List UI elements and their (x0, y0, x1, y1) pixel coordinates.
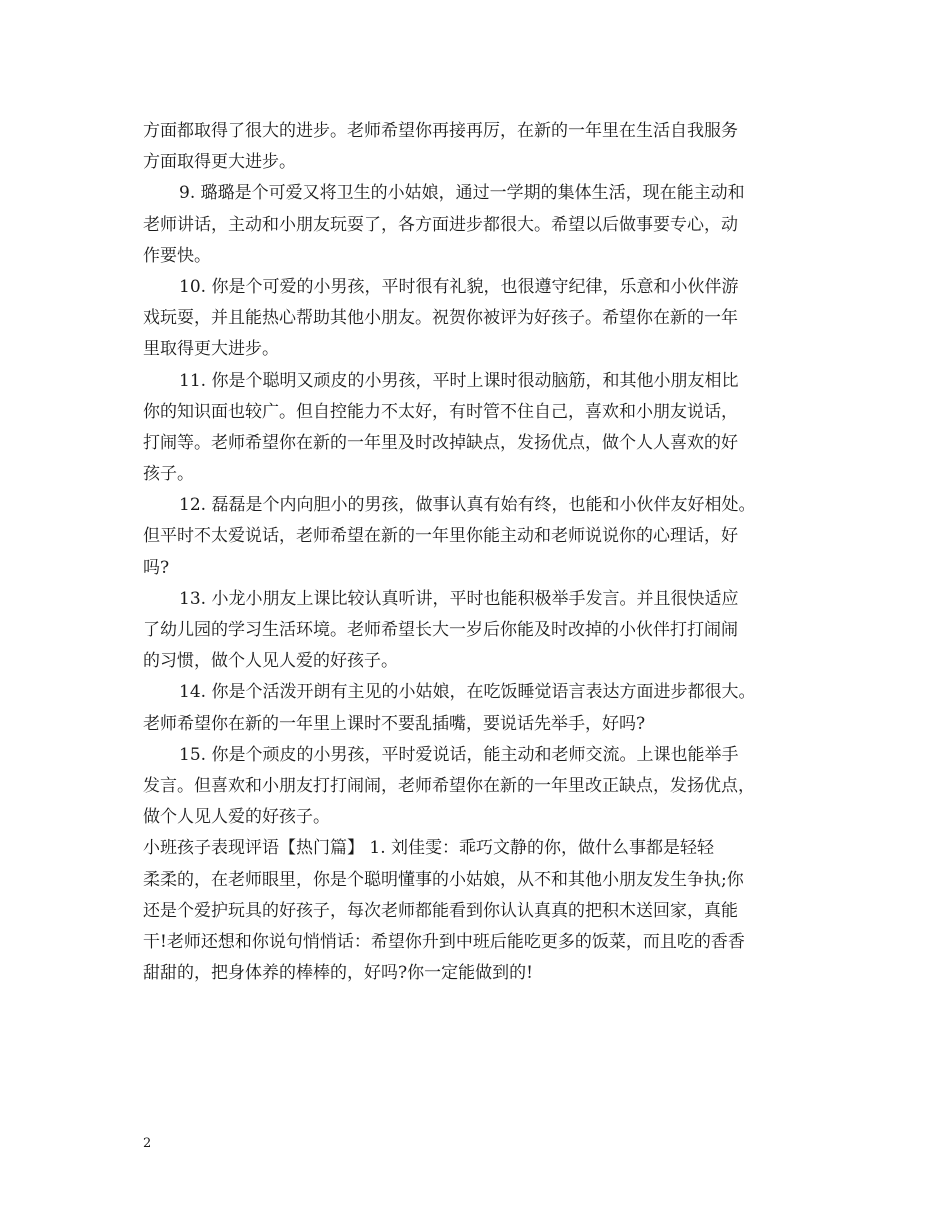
text-line: 13. 小龙小朋友上课比较认真听讲，平时也能积极举手发言。并且很快适应 (179, 588, 739, 609)
text-line: 吗? (143, 557, 170, 578)
text-line: 做个人见人爱的好孩子。 (143, 807, 330, 828)
text-line: 9. 璐璐是个可爱又将卫生的小姑娘，通过一学期的集体生活，现在能主动和 (179, 183, 745, 204)
text-line: 老师讲话，主动和小朋友玩耍了，各方面进步都很大。希望以后做事要专心，动 (143, 214, 738, 235)
text-line: 你的知识面也较广。但自控能力不太好，有时管不住自己，喜欢和小朋友说话， (143, 401, 738, 422)
text-line: 孩子。 (143, 464, 194, 485)
text-line: 10. 你是个可爱的小男孩，平时很有礼貌，也很遵守纪律，乐意和小伙伴游 (179, 276, 739, 297)
text-line: 11. 你是个聪明又顽皮的小男孩，平时上课时很动脑筋，和其他小朋友相比 (179, 370, 739, 391)
text-line: 作要快。 (143, 245, 211, 266)
page-number: 2 (143, 1136, 152, 1151)
text-line: 方面都取得了很大的进步。老师希望你再接再厉，在新的一年里在生活自我服务 (143, 121, 738, 141)
text-line: 14. 你是个活泼开朗有主见的小姑娘，在吃饭睡觉语言表达方面进步都很大。 (179, 682, 756, 703)
text-line: 柔柔的，在老师眼里，你是个聪明懂事的小姑娘，从不和其他小朋友发生争执;你 (143, 869, 744, 890)
text-line: 的习惯，做个人见人爱的好孩子。 (143, 651, 398, 672)
text-line: 12. 磊磊是个内向胆小的男孩，做事认真有始有终，也能和小伙伴友好相处。 (179, 495, 756, 516)
text-line: 甜甜的，把身体养的棒棒的，好吗?你一定能做到的! (143, 963, 533, 984)
text-line: 戏玩耍，并且能热心帮助其他小朋友。祝贺你被评为好孩子。希望你在新的一年 (143, 308, 738, 329)
text-line: 15. 你是个顽皮的小男孩，平时爱说话，能主动和老师交流。上课也能举手 (179, 744, 739, 765)
text-line: 干!老师还想和你说句悄悄话：希望你升到中班后能吃更多的饭菜，而且吃的香香 (143, 931, 745, 952)
text-line: 还是个爱护玩具的好孩子，每次老师都能看到你认认真真的把积木送回家，真能 (143, 900, 738, 921)
document-body (143, 116, 823, 989)
text-line: 了幼儿园的学习生活环境。老师希望长大一岁后你能及时改掉的小伙伴打打闹闹 (143, 620, 738, 640)
text-line: 发言。但喜欢和小朋友打打闹闹，老师希望你在新的一年里改正缺点，发扬优点， (143, 775, 755, 796)
text-line: 老师希望你在新的一年里上课时不要乱插嘴，要说话先举手，好吗? (143, 713, 646, 734)
text-line: 但平时不太爱说话，老师希望在新的一年里你能主动和老师说说你的心理话，好 (143, 526, 738, 547)
text-line: 里取得更大进步。 (143, 339, 279, 360)
text-line: 打闹等。老师希望你在新的一年里及时改掉缺点，发扬优点，做个人人喜欢的好 (143, 432, 738, 453)
text-line: 方面取得更大进步。 (143, 152, 296, 173)
text-line: 小班孩子表现评语【热门篇】 1. 刘佳雯：乖巧文静的你，做什么事都是轻轻 (143, 838, 715, 859)
